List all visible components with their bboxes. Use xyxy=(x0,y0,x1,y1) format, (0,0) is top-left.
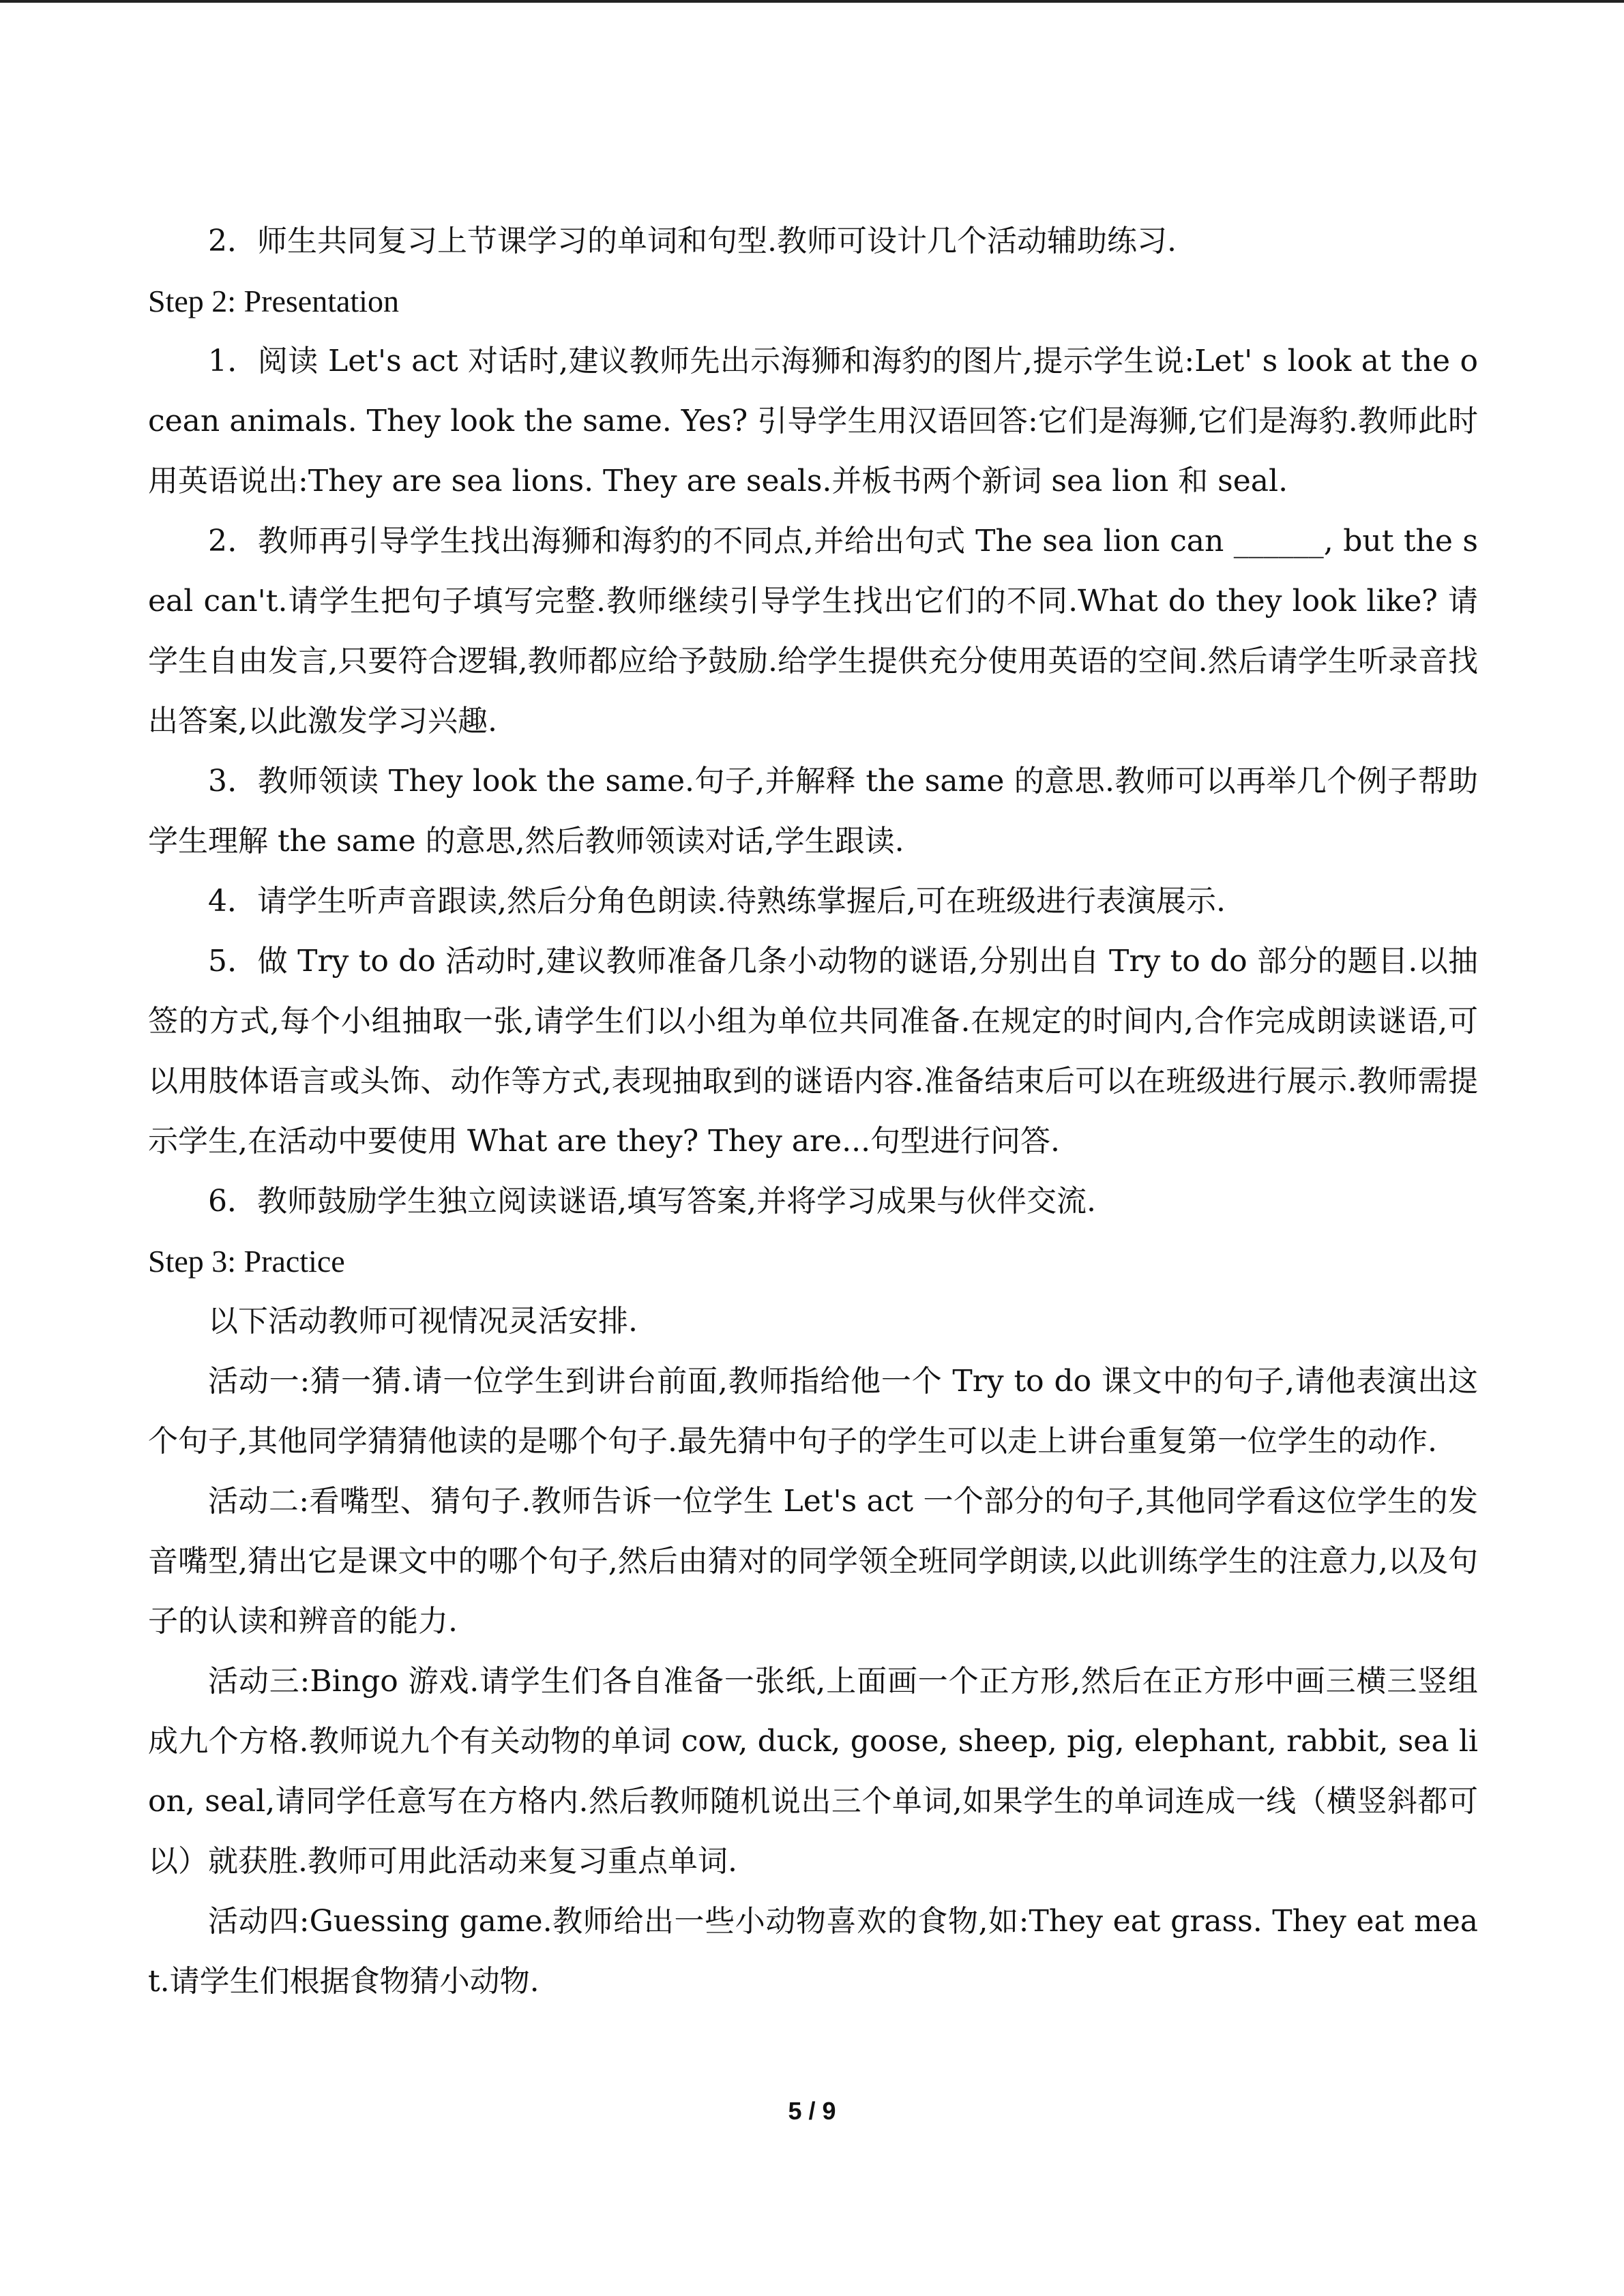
paragraph-presentation-1: 1．阅读 Let's act 对话时,建议教师先出示海狮和海豹的图片,提示学生说:Let' s look at the ocean animals. They look the same. Yes? 引导学生用汉语回答:它们是海狮,它们是海豹.教师此时用英语说出:They are sea lions. They are seals.并板书两个新词 sea lion 和 seal. xyxy=(148,344,1478,498)
heading-step-3-practice: Step 3: Practice xyxy=(148,1244,345,1279)
heading-step-2-presentation: Step 2: Presentation xyxy=(148,284,399,318)
paragraph-activity-2: 活动二:看嘴型、猜句子.教师告诉一位学生 Let's act 一个部分的句子,其他同学看这位学生的发音嘴型,猜出它是课文中的哪个句子,然后由猜对的同学领全班同学朗读,以此训练学生的注意力,以及句子的认读和辨音的能力. xyxy=(148,1484,1478,1639)
paragraph-activity-3: 活动三:Bingo 游戏.请学生们各自准备一张纸,上面画一个正方形,然后在正方形中画三横三竖组成九个方格.教师说九个有关动物的单词 cow, duck, goose, sheep, pig, elephant, rabbit, sea lion, seal,请同学任意写在方格内.然后教师随机说出三个单词,如果学生的单词连成一线（横竖斜都可以）就获胜.教师可用此活动来复习重点单词. xyxy=(148,1664,1478,1879)
paragraph-review: 2．师生共同复习上节课学习的单词和句型.教师可设计几个活动辅助练习. xyxy=(208,224,1177,258)
paragraph-presentation-4: 4．请学生听声音跟读,然后分角色朗读.待熟练掌握后,可在班级进行表演展示. xyxy=(208,884,1226,919)
paragraph-presentation-2: 2．教师再引导学生找出海狮和海豹的不同点,并给出句式 The sea lion can ______, but the seal can't.请学生把句子填写完整.教师继续引导学生找出它们的不同.What do they look like? 请学生自由发言,只要符合逻辑,教师都应给予鼓励.给学生提供充分使用英语的空间.然后请学生听录音找出答案,以此激发学习兴趣. xyxy=(148,524,1478,739)
paragraph-activity-4: 活动四:Guessing game.教师给出一些小动物喜欢的食物,如:They eat grass. They eat meat.请学生们根据食物猜小动物. xyxy=(148,1904,1478,1999)
paragraph-activity-1: 活动一:猜一猜.请一位学生到讲台前面,教师指给他一个 Try to do 课文中的句子,请他表演出这个句子,其他同学猜猜他读的是哪个句子.最先猜中句子的学生可以走上讲台重复第一位学生的动作. xyxy=(148,1364,1478,1459)
paragraph-presentation-5: 5．做 Try to do 活动时,建议教师准备几条小动物的谜语,分别出自 Try to do 部分的题目.以抽签的方式,每个小组抽取一张,请学生们以小组为单位共同准备.在规定的时间内,合作完成朗读谜语,可以用肢体语言或头饰、动作等方式,表现抽取到的谜语内容.准备结束后可以在班级进行展示.教师需提示学生,在活动中要使用 What are they? They are...句型进行问答. xyxy=(148,944,1478,1159)
top-border-line xyxy=(0,0,1624,3)
paragraph-presentation-6: 6．教师鼓励学生独立阅读谜语,填写答案,并将学习成果与伙伴交流. xyxy=(208,1184,1096,1219)
document-body xyxy=(148,211,1478,2012)
paragraph-presentation-3: 3．教师领读 They look the same.句子,并解释 the same 的意思.教师可以再举几个例子帮助学生理解 the same 的意思,然后教师领读对话,学生跟读. xyxy=(148,764,1478,859)
page-number: 5 / 9 xyxy=(788,2097,836,2125)
paragraph-practice-intro: 以下活动教师可视情况灵活安排. xyxy=(208,1304,638,1339)
